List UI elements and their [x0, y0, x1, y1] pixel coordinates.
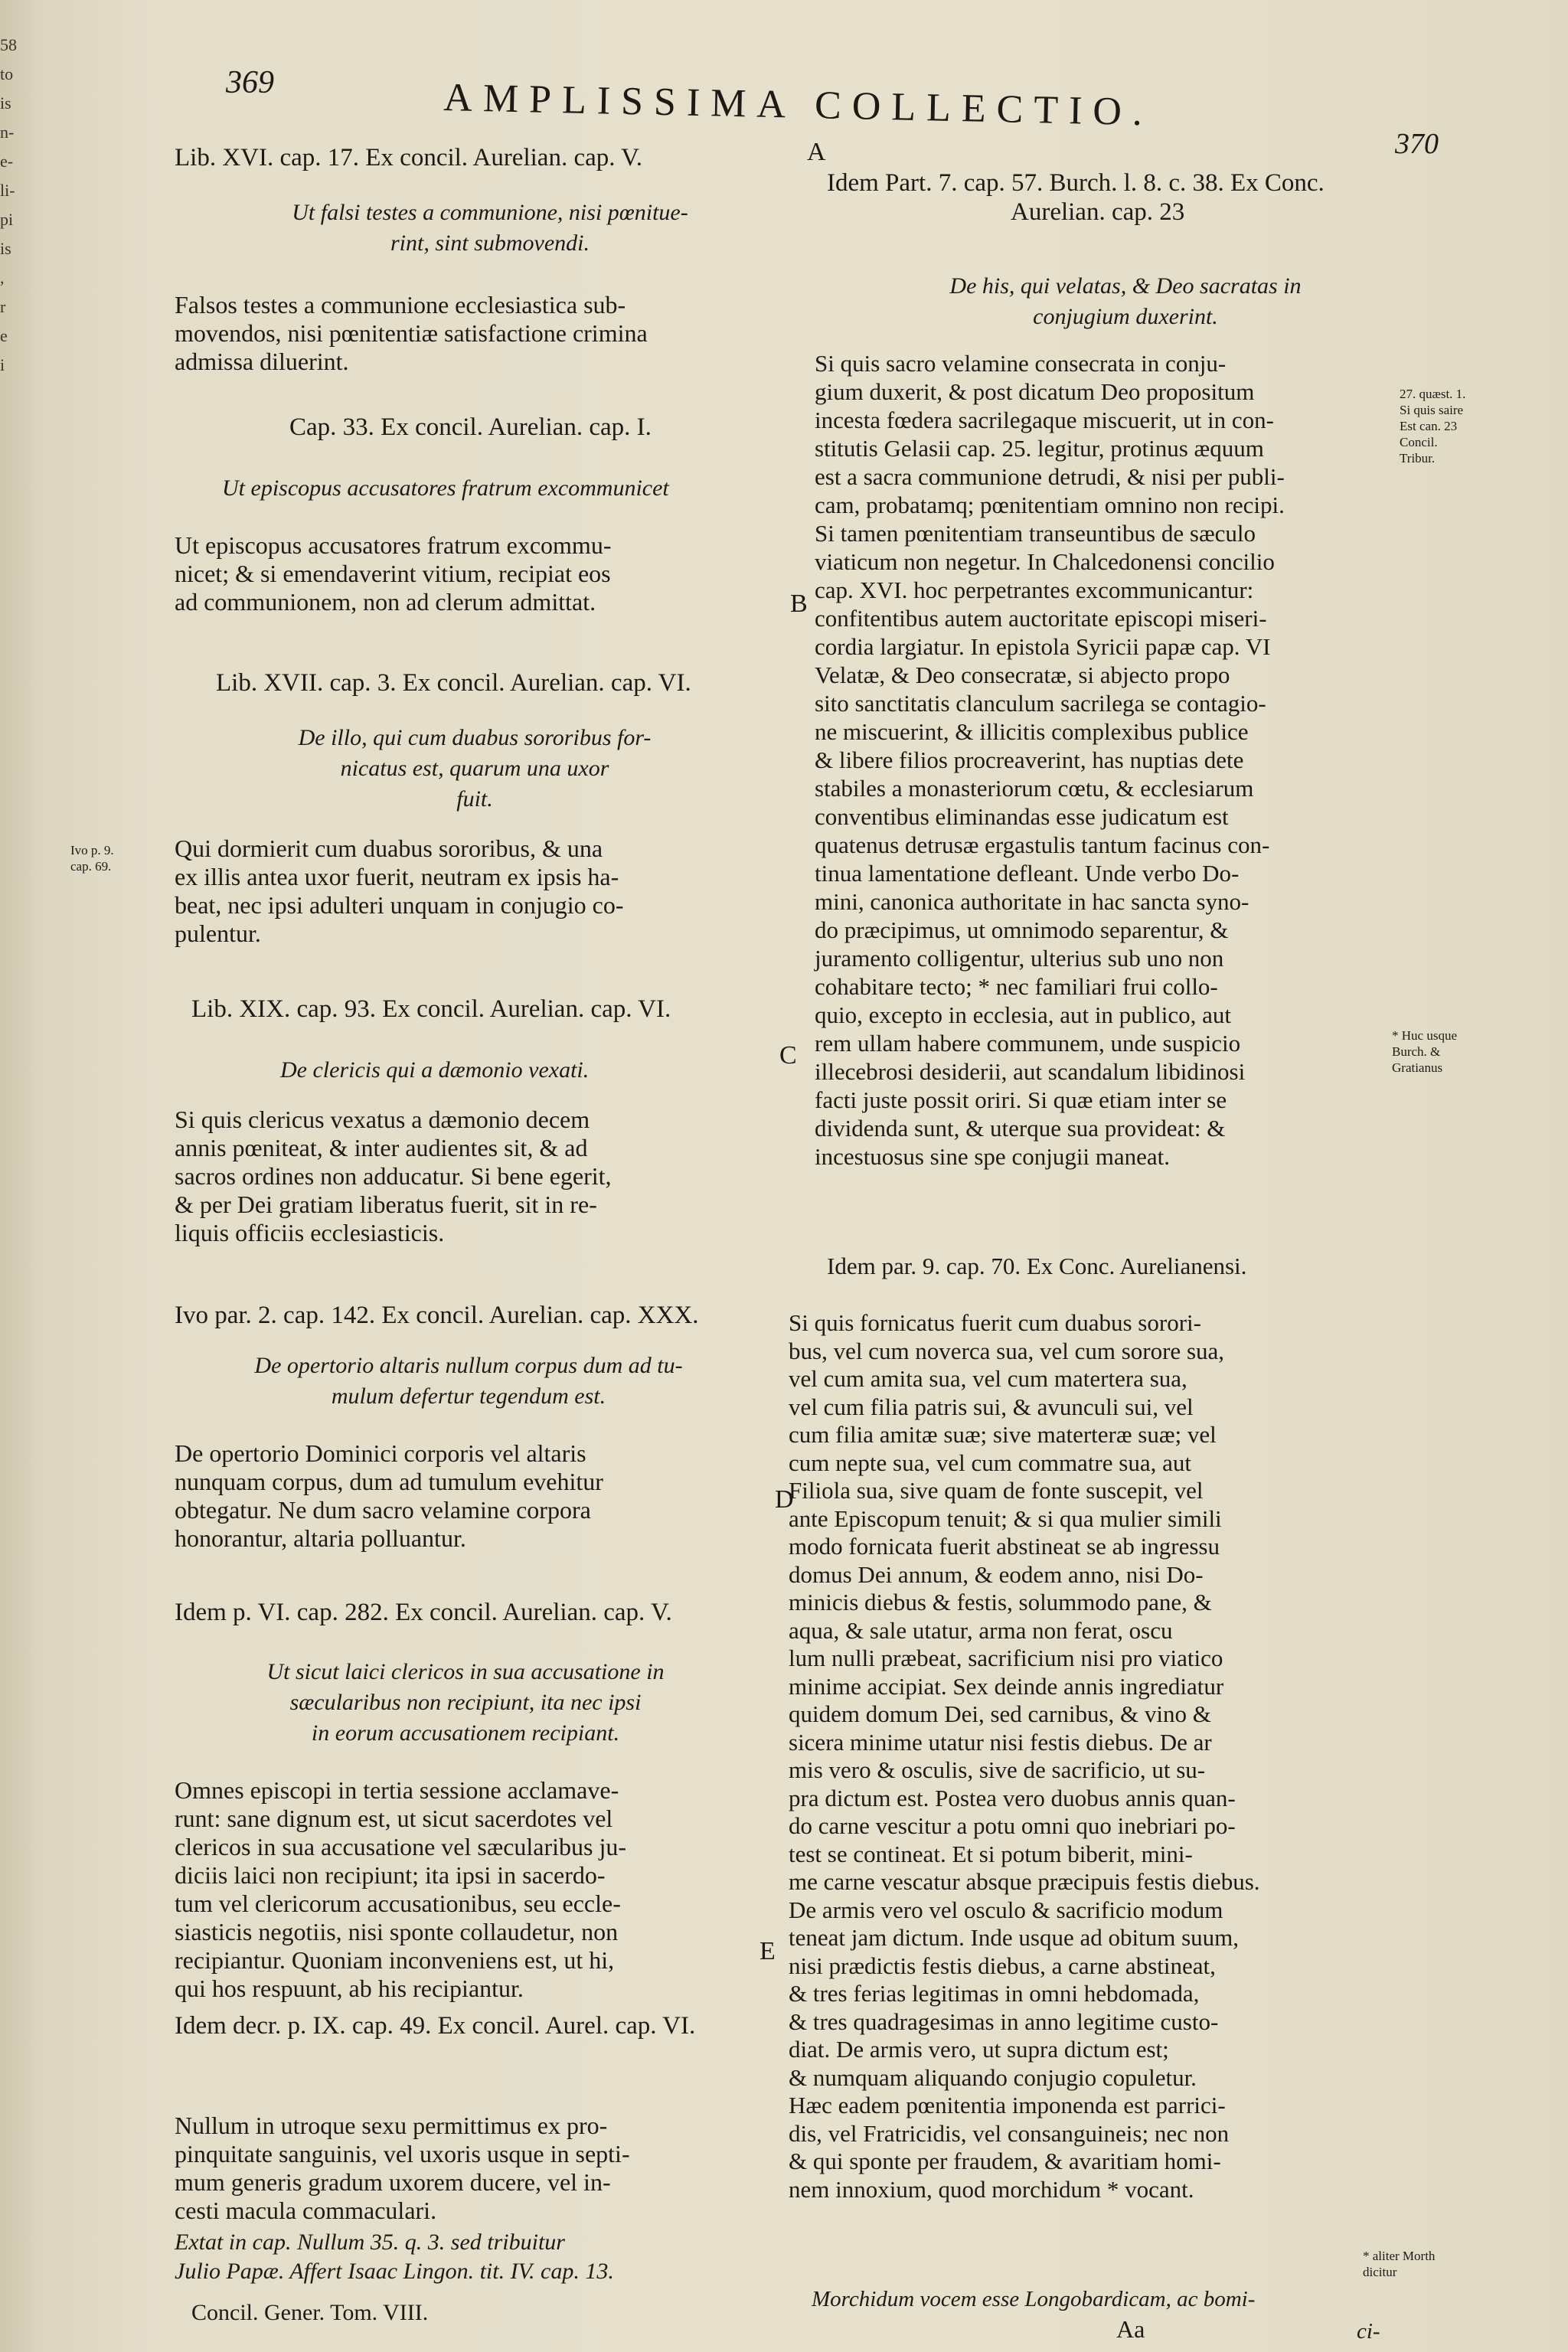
margin-note: Ivo p. 9. cap. 69. — [70, 843, 114, 874]
signature-mark: Concil. Gener. Tom. VIII. — [191, 2300, 429, 2325]
section-rubric: Ut sicut laici clericos in sua accusatione in sæcularibus non recipiunt, ita nec ipsi in eorum accusationem recipiant. — [266, 1659, 665, 1746]
section-rubric: Ut episcopus accusatores fratrum excommunicet — [222, 475, 669, 501]
margin-note: * aliter Morth dicitur — [1363, 2249, 1436, 2279]
page-number-right: 370 — [1395, 128, 1439, 160]
edge-fragment: n- — [0, 122, 15, 142]
section-heading: Idem p. VI. cap. 282. Ex concil. Aurelian. cap. V. — [175, 1599, 672, 1626]
section-letter-a: A — [807, 138, 826, 166]
edge-fragment: e — [0, 326, 8, 345]
section-text: Falsos testes a communione ecclesiastica sub- movendos, nisi pœnitentiæ satisfactione crimina admissa diluerint. — [175, 291, 648, 375]
section-letter-c: C — [779, 1041, 797, 1070]
section-text: Si quis sacro velamine consecrata in conju- gium duxerit, & post dicatum Deo propositum incesta fœdera sacrilegaque miscuerit, ut in con- stitutis Gelasii cap. 25. legitur, protinus æquum est a sacra communione detrudi, & nisi per publi- cam, probatamq; pœnitentiam omnino non recipi. Si tamen pœnitentiam transeuntibus de sæculo viaticum non negetur. In Chalcedonensi concilio cap. XVI. hoc perpetrantes excommunicantur: confitentibus autem auctoritate episcopi miseri- cordia largiatur. In epistola Syricii papæ cap. VI Velatæ, & Deo consecratæ, si abjecto propo sito sanctitatis clanculum sacrilega se contagio- ne miscuerint, & illicitis complexibus publice & libere filios procreaverint, has nuptias dete stabiles a monasteriorum cœtu, & ecclesiarum conventibus eliminandas esse judicatum est quatenus detrusæ ergastulis tantum facinus con- tinua lamentatione defleant. Unde verbo Do- mini, canonica authoritate in hac sancta syno- do præcipimus, ut omnimodo separentur, & juramento colligentur, ulterius sub uno non cohabitare tecto; * nec familiari frui collo- quio, excepto in ecclesia, aut in publico, aut rem ullam habere communem, unde suspicio illecebrosi desiderii, aut scandalum libidinosi facti juste possit oriri. Si quæ etiam inter se dividenda sunt, & uterque sua provideat: & incestuosus sine spe conjugii maneat. — [815, 350, 1285, 1170]
edge-fragment: 58 — [0, 35, 17, 54]
section-text: Nullum in utroque sexu permittimus ex pro- pinquitate sanguinis, vel uxoris usque in septi- mum generis gradum uxorem ducere, vel in- cesti macula commaculari. — [175, 2112, 630, 2224]
section-rubric: Ut falsi testes a communione, nisi pœnitue- rint, sint submovendi. — [292, 200, 688, 256]
margin-note: * Huc usque Burch. & Gratianus — [1392, 1028, 1457, 1075]
section-text: Omnes episcopi in tertia sessione acclamave- runt: sane dignum est, ut sicut sacerdotes vel clericos in sua accusatione vel sæcularibus ju- diciis laici non recipiunt; ita ipsi in sacerdo- tum vel clericorum accusationibus, seu eccle- siasticis negotiis, nisi sponte collaudetur, non recipiantur. Quoniam inconveniens est, ut hi, qui hos respuunt, ab his recipiantur. — [175, 1776, 627, 2002]
running-title: AMPLISSIMA COLLECTIO. — [443, 75, 1154, 135]
signature-mark: Aa — [1116, 2315, 1145, 2343]
edge-fragment: li- — [0, 181, 15, 200]
section-heading: Lib. XVII. cap. 3. Ex concil. Aurelian. cap. VI. — [216, 669, 691, 697]
section-text: De opertorio Dominici corporis vel altaris nunquam corpus, dum ad tumulum evehitur obtegatur. Ne dum sacro velamine corpora honorantur, altaria polluantur. — [175, 1439, 603, 1552]
footnote: Morchidum vocem esse Longobardicam, ac bomi- — [812, 2287, 1256, 2311]
section-rubric: De opertorio altaris nullum corpus dum ad tu- mulum defertur tegendum est. — [254, 1353, 683, 1409]
section-rubric: De clericis qui a dæmonio vexati. — [280, 1057, 590, 1083]
margin-note: 27. quæst. 1. Si quis saire Est can. 23 Concil. Tribur. — [1400, 387, 1466, 466]
section-letter-e: E — [760, 1937, 776, 1965]
edge-fragment: to — [0, 64, 14, 83]
section-heading: Idem par. 9. cap. 70. Ex Conc. Aurelianensi. — [827, 1253, 1247, 1279]
edge-fragment: is — [0, 93, 11, 113]
section-heading: Ivo par. 2. cap. 142. Ex concil. Aurelian. cap. XXX. — [175, 1302, 699, 1329]
section-heading: Lib. XVI. cap. 17. Ex concil. Aurelian. cap. V. — [175, 144, 642, 172]
edge-fragment: pi — [0, 210, 14, 229]
edge-fragment: is — [0, 239, 11, 258]
edge-fragment: e- — [0, 152, 14, 171]
edge-fragment: r — [0, 297, 6, 316]
section-rubric: De illo, qui cum duabus sororibus for- nicatus est, quarum una uxor fuit. — [298, 725, 652, 812]
page-number-left: 369 — [226, 65, 274, 100]
section-letter-d: D — [775, 1485, 794, 1514]
section-text: Si quis fornicatus fuerit cum duabus sorori- bus, vel cum noverca sua, vel cum sorore sua, vel cum amita sua, vel cum matertera sua, vel cum filia patris sui, & avunculi sui, vel cum filia amitæ suæ; sive materteræ suæ; vel cum nepte sua, vel cum commatre sua, aut Filiola sua, sive quam de fonte suscepit, vel ante Episcopum tenuit; & si qua mulier simili modo fornicata fuerit abstineat se ab ingressu domus Dei annum, & eodem anno, nisi Do- minicis diebus & festis, solummodo pane, & aqua, & sale utatur, arma non ferat, oscu lum nulli præbeat, sacrificium nisi pro viatico minime accipiat. Sex deinde annis ingrediatur quidem domum Dei, sed carnibus, & vino & sicera minime utatur nisi festis diebus. De ar mis vero & osculis, sive de sacrificio, ut su- pra dictum est. Postea vero duobus annis quan- do carne vescitur a potu omni quo inebriari po- test se contineat. Et si potum biberit, mini- me carne vescatur absque præcipuis festis diebus. De armis vero vel osculo & sacrificio modum teneat jam dictum. Inde usque ad obitum suum, nisi prædictis festis diebus, a carne abstineat, & tres ferias legitimas in omni hebdomada, & tres quadragesimas in anno legitime custo- diat. De armis vero, ut supra dictum est; & numquam aliquando conjugio copuletur. Hæc eadem pœnitentia imponenda est parrici- dis, vel Fratricidis, vel consanguineis; nec non & qui sponte per fraudem, & avaritiam homi- nem innoxium, quod morchidum * vocant. — [789, 1309, 1260, 2203]
previous-page-edge — [0, 31, 17, 459]
section-text: Ut episcopus accusatores fratrum excommu- nicet; & si emendaverint vitium, recipiat eos ad communionem, non ad clerum admittat. — [175, 531, 612, 616]
edge-fragment: i — [0, 355, 5, 374]
section-heading: Lib. XIX. cap. 93. Ex concil. Aurelian. cap. VI. — [191, 995, 671, 1023]
section-letter-b: B — [790, 590, 808, 618]
section-rubric: De his, qui velatas, & Deo sacratas in conjugium duxerint. — [949, 273, 1302, 329]
section-text: Qui dormierit cum duabus sororibus, & una ex illis antea uxor fuerit, neutram ex ipsis ha- beat, nec ipsi adulteri unquam in conjugio co- pulentur. — [175, 835, 624, 947]
footnote: Extat in cap. Nullum 35. q. 3. sed tribuitur Julio Papæ. Affert Isaac Lingon. tit. IV. cap. 13. — [175, 2230, 614, 2284]
section-heading: Cap. 33. Ex concil. Aurelian. cap. I. — [289, 413, 652, 441]
section-text: Si quis clericus vexatus a dæmonio decem annis pœniteat, & inter audientes sit, & ad sacros ordines non adducatur. Si bene egerit, & per Dei gratiam liberatus fuerit, sit in re- liquis officiis ecclesiasticis. — [175, 1106, 612, 1246]
edge-fragment: , — [0, 268, 5, 287]
section-heading: Idem Part. 7. cap. 57. Burch. l. 8. c. 38. Ex Conc. Aurelian. cap. 23 — [827, 169, 1325, 226]
catchword: ci- — [1357, 2319, 1380, 2344]
section-heading: Idem decr. p. IX. cap. 49. Ex concil. Aurel. cap. VI. — [175, 2012, 696, 2040]
